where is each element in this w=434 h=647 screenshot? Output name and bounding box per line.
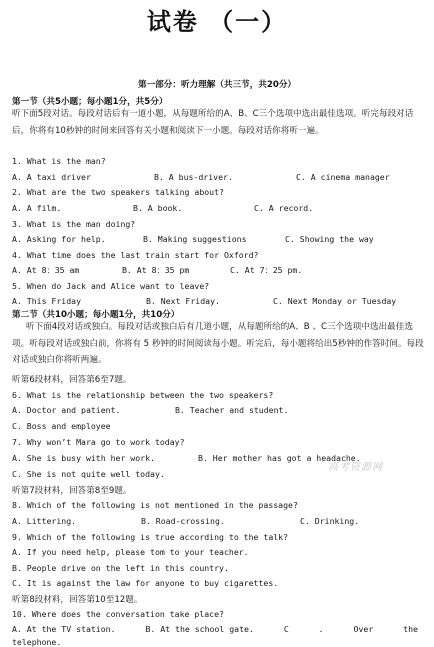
q3-option-c: C. Showing the way (285, 234, 374, 244)
q9-option-c: C. It is against the law for anyone to buy cigarettes. (12, 578, 279, 588)
q4-option-c: C. At 7：25 pm. (230, 265, 303, 275)
question-9: 9. Which of the following is true according to the talk? (12, 532, 289, 542)
q3-option-a: A. Asking for help. (12, 234, 106, 244)
q7-option-c: C. She is not quite well today. (12, 469, 165, 479)
q10-option-b: B. At the school gate. (145, 624, 254, 634)
part-heading: 第一部分：听力理解（共三节，共20分） (137, 80, 297, 90)
question-2: 2. What are the two speakers talking about? (12, 187, 224, 197)
q10-option-c-letter: C (283, 624, 289, 634)
q10-option-c-tail: telephone. (12, 637, 62, 647)
section1-heading: 第一节（共5小题；每小题1分，共5分） (12, 97, 168, 107)
q8-option-b: B. Road-crossing. (141, 516, 225, 526)
exam-title: 试卷 （一） (146, 8, 288, 36)
section2-instructions: 听下面4段对话或独白。每段对话或独白后有几道小题，从每题所给的A、B 、C三个选项中选出最佳选项。听每段对话或独白前，你将有 5 秒钟的时间阅读每小题。听完后，每小题将给出5秒钟的作答时间。每段对话或独白你将听两遍。 (12, 322, 424, 365)
q2-option-b: B. A book. (133, 203, 183, 213)
material-6-note: 听第6段材料，回答第6至7题。 (12, 375, 132, 385)
q1-option-c: C. A cinema manager (296, 172, 390, 182)
q7-option-a: A. She is busy with her work. (12, 453, 155, 463)
section2-heading: 第二节（共10小题；每小题1分，共10分） (12, 310, 180, 320)
q10-option-c-word1: Over (353, 624, 374, 634)
q10-option-a: A. At the TV station. (12, 624, 116, 634)
q10-options-row (12, 624, 418, 634)
q6-option-b: B. Teacher and student. (175, 405, 289, 415)
question-4: 4. What time does the last train start for Oxford? (12, 250, 259, 260)
q8-option-c: C. Drinking. (300, 516, 360, 526)
q10-option-c-dot: . (318, 624, 324, 634)
q4-option-a: A. At 8：35 am (12, 265, 80, 275)
q10-option-c-word2: the (403, 624, 418, 634)
watermark: 高考资源网 (328, 462, 383, 473)
q4-option-b: B. At 8：35 pm (122, 265, 190, 275)
question-10: 10. Where does the conversation take place? (12, 609, 224, 619)
q5-option-b: B. Next Friday. (146, 296, 220, 306)
q8-option-a: A. Littering. (12, 516, 77, 526)
material-8-note: 听第8段材料，回答第10至12题。 (12, 595, 143, 605)
q7-option-b: B. Her mother has got a headache. (198, 453, 361, 463)
q5-option-c: C. Next Monday or Tuesday (273, 296, 397, 306)
q3-option-b: B. Making suggestions (143, 234, 247, 244)
q2-option-a: A. A film. (12, 203, 62, 213)
question-5: 5. When do Jack and Alice want to leave? (12, 281, 210, 291)
question-7: 7. Why won’t Mara go to work today? (12, 437, 185, 447)
q1-option-b: B. A bus-driver. (154, 172, 233, 182)
q9-option-a: A. If you need help, please tom to your teacher. (12, 547, 249, 557)
q6-option-c: C. Boss and employee (12, 421, 111, 431)
q9-option-b: B. People drive on the left in this country. (12, 563, 229, 573)
q5-option-a: A. This Friday (12, 296, 82, 306)
material-7-note: 听第7段材料，回答第8至9题。 (12, 486, 132, 496)
q2-option-c: C. A record. (254, 203, 314, 213)
question-6: 6. What is the relationship between the two speakers? (12, 390, 274, 400)
question-8: 8. Which of the following is not mentioned in the passage? (12, 500, 298, 510)
q6-option-a: A. Doctor and patient. (12, 405, 121, 415)
question-1: 1. What is the man? (12, 156, 106, 166)
question-3: 3. What is the man doing? (12, 219, 136, 229)
section1-instructions: 听下面5段对话。每段对话后有一道小题，从每题所给的A、B、C三个选项中选出最佳选项。听完每段对话后，你将有10秒钟的时间来回答有关小题和阅读下一小题。每段对话你将听一遍。 (12, 109, 414, 136)
q1-option-a: A. A taxi driver (12, 172, 91, 182)
